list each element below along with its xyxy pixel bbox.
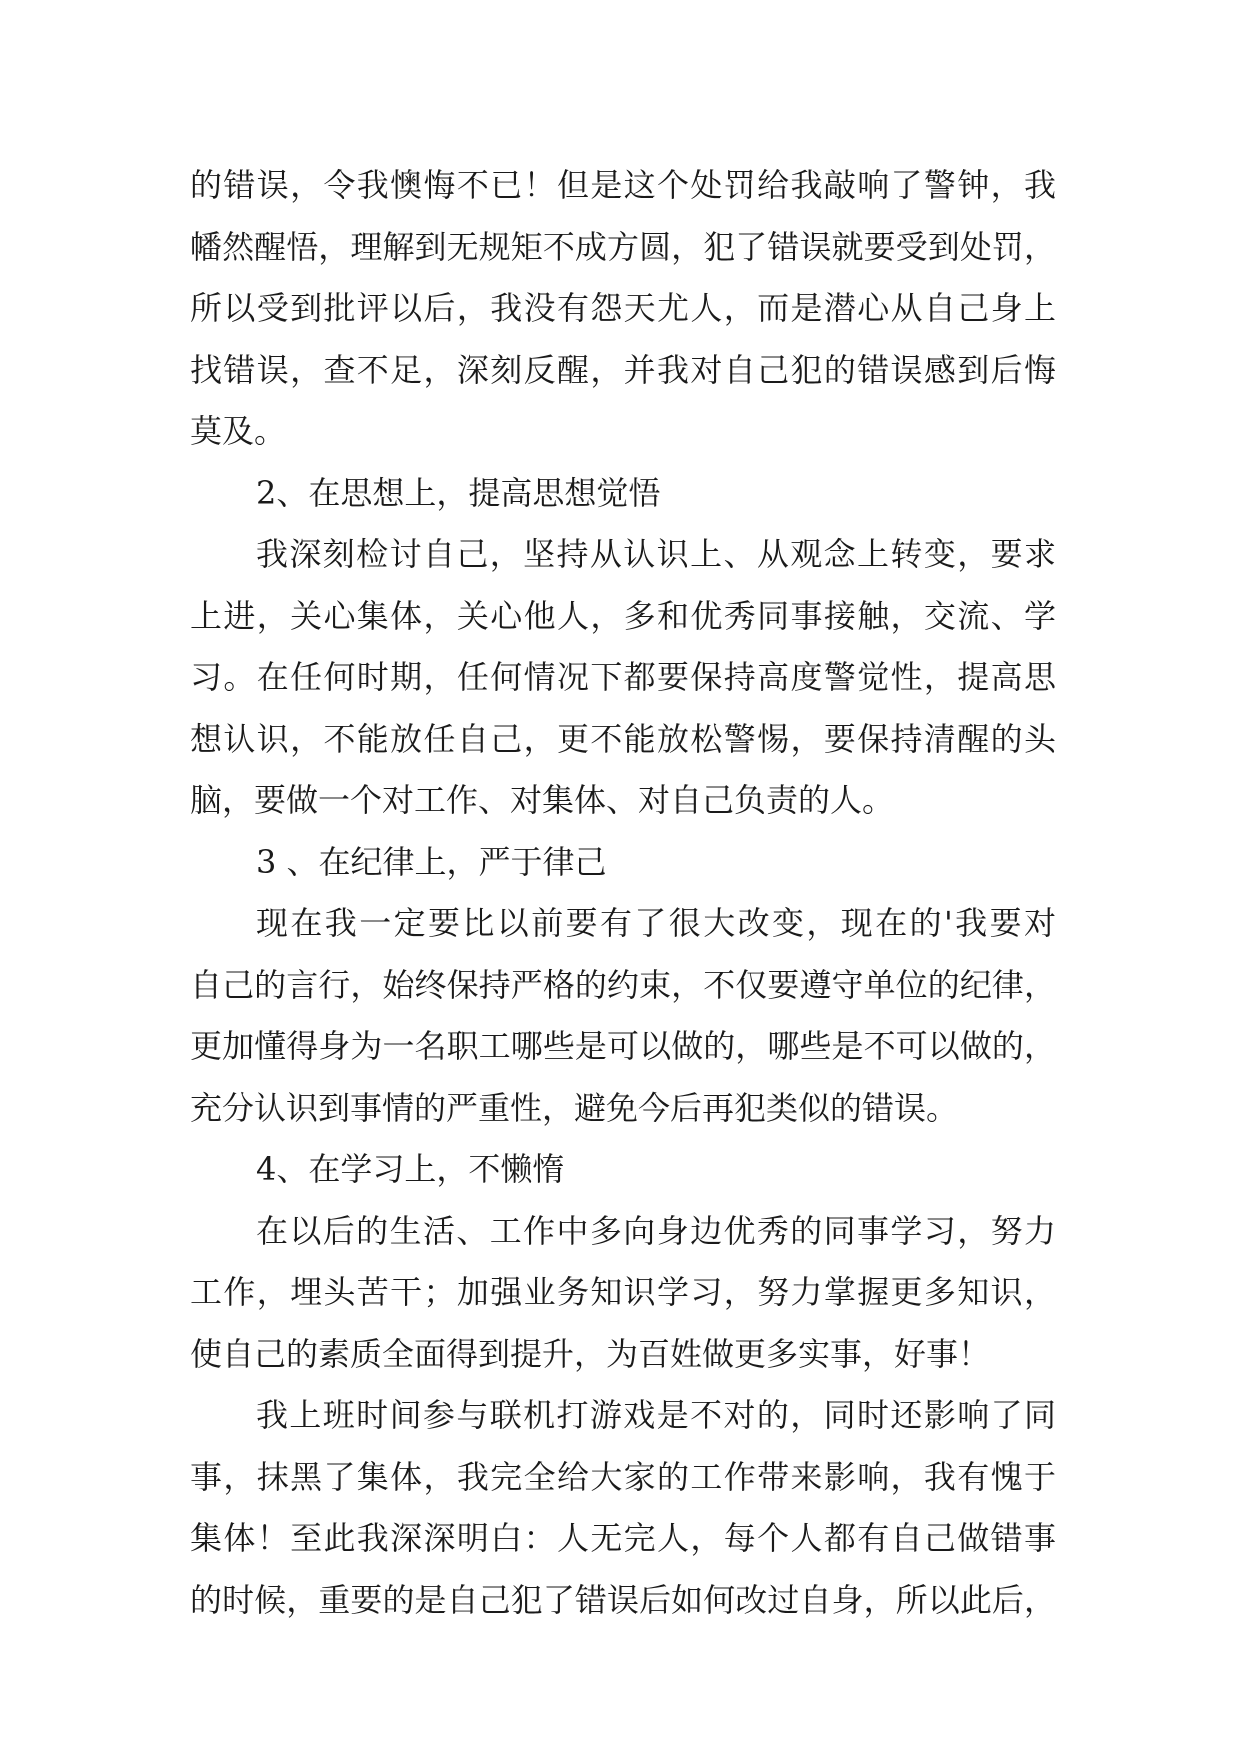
- body-text-line: 的时候，重要的是自己犯了错误后如何改过自身，所以此后，: [190, 1580, 1056, 1619]
- body-text-line: 集体！至此我深深明白：人无完人，每个人都有自己做错事: [190, 1519, 1056, 1557]
- body-text-line: 事，抹黑了集体，我完全给大家的工作带来影响，我有愧于: [190, 1457, 1056, 1496]
- body-text-line: 所以受到批评以后，我没有怨天尤人，而是潜心从自己身上: [190, 289, 1056, 327]
- body-text-line: 我上班时间参与联机打游戏是不对的，同时还影响了同: [256, 1396, 1056, 1434]
- body-text-line: 工作，埋头苦干；加强业务知识学习，努力掌握更多知识，: [190, 1273, 1056, 1311]
- body-text-line: 找错误，查不足，深刻反醒，并我对自己犯的错误感到后悔: [190, 350, 1056, 389]
- body-text-line: 莫及。: [190, 412, 287, 450]
- body-text-line: 习。在任何时期，任何情况下都要保持高度警觉性，提高思: [190, 658, 1056, 696]
- body-text-line: 使自己的素质全面得到提升，为百姓做更多实事，好事！: [190, 1334, 991, 1373]
- body-text-line: 自己的言行，始终保持严格的约束，不仅要遵守单位的纪律，: [190, 965, 1056, 1004]
- body-text-line: 我深刻检讨自己，坚持从认识上、从观念上转变，要求: [256, 535, 1056, 573]
- section-heading: 2、在思想上，提高思想觉悟: [256, 473, 661, 512]
- body-text-line: 脑，要做一个对工作、对集体、对自己负责的人。: [190, 781, 895, 819]
- body-text-line: 更加懂得身为一名职工哪些是可以做的，哪些是不可以做的，: [190, 1027, 1056, 1065]
- body-text-line: 充分认识到事情的严重性，避免今后再犯类似的错误。: [190, 1088, 959, 1127]
- section-heading: 4、在学习上，不懒惰: [256, 1150, 565, 1188]
- body-text-line: 想认识，不能放任自己，更不能放松警惕，要保持清醒的头: [190, 719, 1056, 758]
- section-heading: 3 、在纪律上，严于律己: [256, 842, 607, 881]
- document-body: [190, 155, 1056, 1631]
- body-text-line: 幡然醒悟，理解到无规矩不成方圆，犯了错误就要受到处罚，: [190, 227, 1056, 266]
- body-text-line: 在以后的生活、工作中多向身边优秀的同事学习，努力: [256, 1211, 1056, 1250]
- body-text-line: 的错误，令我懊悔不已！但是这个处罚给我敲响了警钟，我: [190, 166, 1056, 204]
- body-text-line: 现在我一定要比以前要有了很大改变，现在的'我要对: [256, 904, 1056, 942]
- body-text-line: 上进，关心集体，关心他人，多和优秀同事接触，交流、学: [190, 596, 1056, 635]
